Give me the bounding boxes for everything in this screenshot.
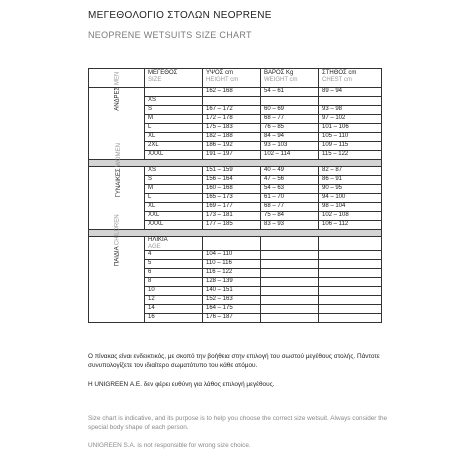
chest-cell xyxy=(319,97,382,106)
height-cell: 182 – 188 xyxy=(203,133,261,142)
group-label-english: WOMEN xyxy=(115,143,122,167)
age-cell: 16 xyxy=(145,314,203,323)
chest-cell: 109 – 115 xyxy=(319,142,382,151)
chest-cell: 94 – 100 xyxy=(319,194,382,203)
weight-cell: 54 – 61 xyxy=(261,88,319,97)
group-label-greek: ΑΝΔΡΕΣ xyxy=(114,86,121,111)
height-cell: 173 – 181 xyxy=(203,212,261,221)
height-cell: 191 – 197 xyxy=(203,151,261,160)
empty-cell xyxy=(261,237,319,251)
page-title: ΜΕΓΕΘΟΛΟΓΙΟ ΣΤΟΛΩΝ NEOPRENE xyxy=(88,10,272,21)
group-label-text xyxy=(115,214,122,266)
empty-cell xyxy=(319,296,382,305)
weight-cell: 68 – 77 xyxy=(261,203,319,212)
empty-cell xyxy=(319,314,382,323)
size-cell: XXXL xyxy=(145,151,203,160)
group-label-greek: ΓΥΝΑΙΚΕΣ xyxy=(115,168,122,198)
height-cell: 165 – 173 xyxy=(203,194,261,203)
column-header-english: CHEST cm xyxy=(322,76,352,83)
height-cell: 172 – 178 xyxy=(203,115,261,124)
height-cell: 164 – 175 xyxy=(203,305,261,314)
height-cell: 156 – 164 xyxy=(203,176,261,185)
size-cell: XXXL xyxy=(145,221,203,230)
empty-cell xyxy=(261,314,319,323)
column-header-english: WEIGHT cm xyxy=(264,76,298,83)
empty-cell xyxy=(319,269,382,278)
section-separator-women xyxy=(89,230,382,237)
age-header-greek: ΗΛΙΚΙΑ xyxy=(148,237,168,243)
height-cell xyxy=(203,97,261,106)
column-header-greek: ΒΑΡΟΣ Kg xyxy=(264,70,294,76)
chest-cell: 82 – 87 xyxy=(319,167,382,176)
empty-cell xyxy=(319,251,382,260)
age-cell: 4 xyxy=(145,251,203,260)
column-header xyxy=(145,69,203,88)
note-english-indicative: Size chart is indicative, and its purpose is to help you choose the correct size wetsuit. Always consider the special body shape of each person. xyxy=(88,415,388,431)
chest-cell: 89 – 94 xyxy=(319,88,382,97)
group-label-children xyxy=(89,214,145,323)
weight-cell: 40 – 49 xyxy=(261,167,319,176)
empty-cell xyxy=(203,237,261,251)
height-cell: 140 – 151 xyxy=(203,287,261,296)
group-label-greek: ΠΑΙΔΙΑ xyxy=(114,246,121,267)
note-greek-indicative: Ο πίνακας είναι ενδεικτικός, με σκοπό την βοήθεια στην επιλογή του σωστού μεγέθους στολής. Πάντοτε συνυπολογίζετε τον ιδιαίτερο σωματότυπο του κάθε ατόμου. xyxy=(88,353,380,369)
chest-cell: 105 – 110 xyxy=(319,133,382,142)
note-greek-liability: Η UNIGREEN Α.Ε. δεν φέρει ευθύνη για λάθος επιλογή μεγέθους. xyxy=(88,381,275,388)
size-cell xyxy=(145,88,203,97)
height-cell: 167 – 172 xyxy=(203,106,261,115)
weight-cell: 61 – 70 xyxy=(261,194,319,203)
column-header xyxy=(203,69,261,88)
height-cell: 116 – 122 xyxy=(203,269,261,278)
height-cell: 177 – 185 xyxy=(203,221,261,230)
column-header xyxy=(319,69,382,88)
group-label-text xyxy=(115,72,122,111)
chest-cell: 106 – 112 xyxy=(319,221,382,230)
height-cell: 169 – 177 xyxy=(203,203,261,212)
size-cell: XL xyxy=(145,203,203,212)
empty-cell xyxy=(261,269,319,278)
section-separator-men xyxy=(89,160,382,167)
weight-cell: 83 – 93 xyxy=(261,221,319,230)
chest-cell: 93 – 98 xyxy=(319,106,382,115)
empty-cell xyxy=(319,260,382,269)
age-cell: 12 xyxy=(145,296,203,305)
weight-cell: 102 – 114 xyxy=(261,151,319,160)
chest-cell: 98 – 104 xyxy=(319,203,382,212)
table-row xyxy=(89,167,382,176)
age-cell: 6 xyxy=(145,269,203,278)
height-cell: 152 – 163 xyxy=(203,296,261,305)
size-cell: XL xyxy=(145,133,203,142)
table-row xyxy=(89,88,382,97)
table-row xyxy=(89,237,382,251)
column-header-greek: ΜΕΓΕΘΟΣ xyxy=(148,70,178,76)
chest-cell: 90 – 95 xyxy=(319,185,382,194)
empty-cell xyxy=(261,305,319,314)
empty-cell xyxy=(261,296,319,305)
age-header-cell xyxy=(145,237,203,251)
height-cell: 160 – 168 xyxy=(203,185,261,194)
size-cell: XS xyxy=(145,97,203,106)
height-cell: 162 – 168 xyxy=(203,88,261,97)
empty-cell xyxy=(319,287,382,296)
empty-cell xyxy=(261,278,319,287)
height-cell: 104 – 110 xyxy=(203,251,261,260)
column-header-english: HEIGHT cm xyxy=(206,76,239,83)
chest-cell: 102 – 108 xyxy=(319,212,382,221)
weight-cell: 76 – 85 xyxy=(261,124,319,133)
chest-cell: 115 – 122 xyxy=(319,151,382,160)
group-label-english: CHILDREN xyxy=(114,214,121,246)
column-header-greek: ΣΤΗΘΟΣ cm xyxy=(322,70,357,76)
age-cell: 14 xyxy=(145,305,203,314)
size-cell: XS xyxy=(145,167,203,176)
weight-cell: 47 – 56 xyxy=(261,176,319,185)
group-label-text xyxy=(116,143,123,197)
empty-cell xyxy=(319,305,382,314)
weight-cell: 84 – 94 xyxy=(261,133,319,142)
column-header-greek: ΥΨΟΣ cm xyxy=(206,70,234,76)
age-cell: 8 xyxy=(145,278,203,287)
size-cell: L xyxy=(145,194,203,203)
column-header xyxy=(261,69,319,88)
empty-cell xyxy=(261,251,319,260)
weight-cell: 54 – 63 xyxy=(261,185,319,194)
empty-cell xyxy=(319,278,382,287)
column-header-english: SIZE xyxy=(148,76,162,83)
age-header-english: AGE xyxy=(148,243,161,250)
age-cell: 10 xyxy=(145,287,203,296)
height-cell: 175 – 183 xyxy=(203,124,261,133)
chest-cell: 86 – 91 xyxy=(319,176,382,185)
empty-cell xyxy=(261,287,319,296)
chest-cell: 97 – 102 xyxy=(319,115,382,124)
empty-cell xyxy=(319,237,382,251)
size-cell: L xyxy=(145,124,203,133)
chest-cell: 101 – 106 xyxy=(319,124,382,133)
page-subtitle: NEOPRENE WETSUITS SIZE CHART xyxy=(88,30,252,40)
height-cell: 176 – 187 xyxy=(203,314,261,323)
height-cell: 186 – 192 xyxy=(203,142,261,151)
weight-cell: 60 – 69 xyxy=(261,106,319,115)
note-english-liability: UNIGREEN S.A. is not responsible for wrong size choice. xyxy=(88,442,251,449)
group-label-english: MEN xyxy=(114,71,121,86)
weight-cell: 75 – 84 xyxy=(261,212,319,221)
size-cell: S xyxy=(145,106,203,115)
size-cell: XXL xyxy=(145,212,203,221)
size-cell: M xyxy=(145,115,203,124)
age-cell: 5 xyxy=(145,260,203,269)
weight-cell: 68 – 77 xyxy=(261,115,319,124)
weight-cell: 93 – 103 xyxy=(261,142,319,151)
size-cell: S xyxy=(145,176,203,185)
weight-cell xyxy=(261,97,319,106)
size-cell: M xyxy=(145,185,203,194)
height-cell: 110 – 116 xyxy=(203,260,261,269)
size-cell: 2XL xyxy=(145,142,203,151)
empty-cell xyxy=(261,260,319,269)
height-cell: 128 – 139 xyxy=(203,278,261,287)
size-chart-table xyxy=(88,68,382,323)
height-cell: 151 – 159 xyxy=(203,167,261,176)
